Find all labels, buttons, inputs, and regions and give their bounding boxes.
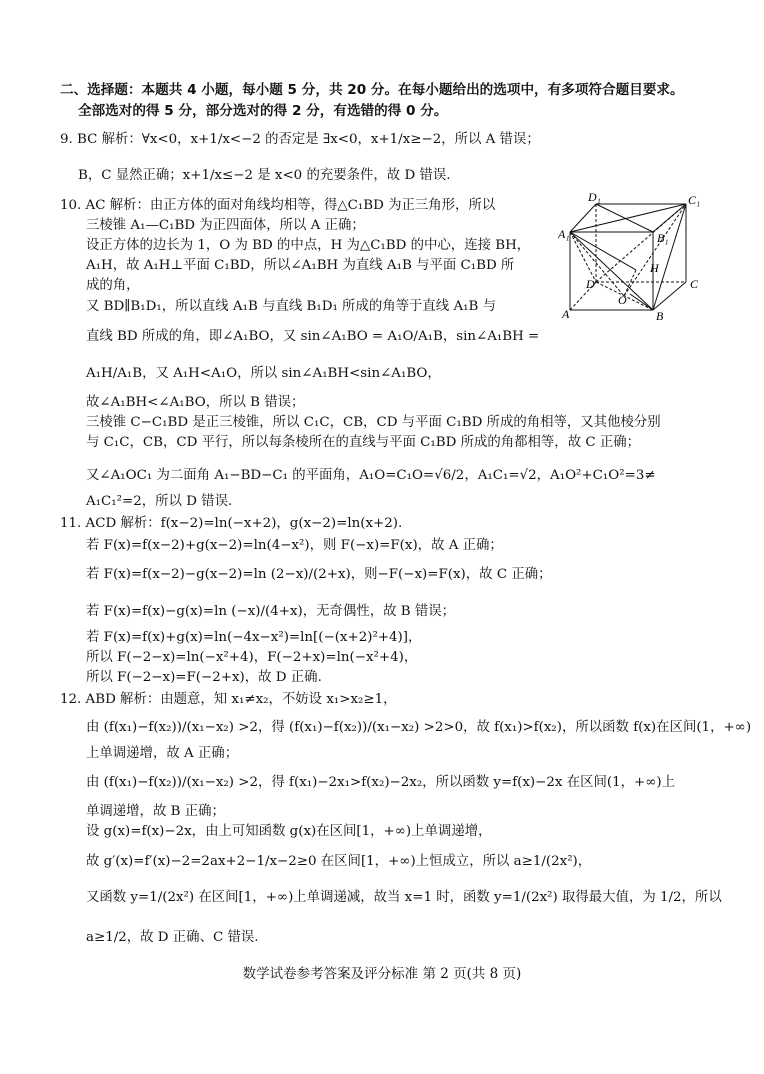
page-footer: 数学试卷参考答案及评分标准 第 2 页(共 8 页) — [242, 966, 522, 982]
q10-line: 三棱锥 A₁—C₁BD 为正四面体，所以 A 正确； — [86, 218, 365, 233]
q9-line: 9. BC 解析：∀x<0，x+1/x<−2 的否定是 ∃x<0，x+1/x≥−2，所以 A 错误； — [60, 132, 540, 147]
label-b: B — [656, 309, 664, 322]
q10-line: A₁C₁²=2，所以 D 错误. — [86, 494, 233, 509]
q12-line: 由 (f(x₁)−f(x₂))/(x₁−x₂) >2，得 f(x₁)−2x₁>f(x₂)−2x₂，所以函数 y=f(x)−2x 在区间(1，+∞)上 — [86, 775, 675, 790]
q10-line: 三棱锥 C−C₁BD 是正三棱锥，所以 C₁C，CB，CD 与平面 C₁BD 所成的角相等，又其他棱分别 — [86, 415, 661, 430]
label-a: A — [562, 307, 570, 321]
label-d: D — [586, 277, 595, 291]
q10-line: 直线 BD 所成的角，即∠A₁BO，又 sin∠A₁BO = A₁O/A₁B，sin∠A₁BH = — [86, 329, 540, 344]
q11-line: 11. ACD 解析：f(x−2)=ln(−x+2)，g(x−2)=ln(x+2). — [60, 516, 403, 531]
section-header-line-1: 二、选择题：本题共 4 小题，每小题 5 分，共 20 分。在每小题给出的选项中，有多项符合题目要求。 — [60, 82, 684, 98]
q12-line: 上单调递增，故 A 正确； — [86, 746, 239, 761]
q12-line: 由 (f(x₁)−f(x₂))/(x₁−x₂) >2，得 (f(x₁)−f(x₂))/(x₁−x₂) >2>0，故 f(x₁)>f(x₂)，所以函数 f(x)在区间(1，+∞) — [86, 720, 752, 735]
label-a1: A₁ — [558, 227, 570, 241]
q12-line: 设 g(x)=f(x)−2x，由上可知函数 g(x)在区间[1，+∞)上单调递增， — [86, 824, 492, 839]
label-b1: B₁ — [657, 231, 669, 245]
q12-line: a≥1/2，故 D 正确、C 错误. — [86, 930, 259, 945]
q11-line: 所以 F(−2−x)=F(−2+x)，故 D 正确. — [86, 670, 322, 685]
label-o: O — [618, 293, 627, 307]
q12-line: 单调递增，故 B 正确； — [86, 804, 225, 819]
q11-line: 若 F(x)=f(x)−g(x)=ln (−x)/(4+x)，无奇偶性，故 B 错误； — [86, 604, 456, 619]
q10-line: 10. AC 解析：由正方体的面对角线均相等，得△C₁BD 为正三角形，所以 — [60, 198, 496, 213]
q10-line: 又∠A₁OC₁ 为二面角 A₁−BD−C₁ 的平面角，A₁O=C₁O=√6/2，A₁C₁=√2，A₁O²+C₁O²=3≠ — [86, 468, 656, 483]
q11-line: 所以 F(−2−x)=ln(−x²+4)，F(−2+x)=ln(−x²+4)， — [86, 650, 418, 665]
q10-line: 与 C₁C，CB，CD 平行，所以每条棱所在的直线与平面 C₁BD 所成的角都相等，故 C 正确； — [86, 435, 641, 450]
q11-line: 若 F(x)=f(x−2)−g(x−2)=ln (2−x)/(2+x)，则−F(−x)=F(x)，故 C 正确； — [86, 567, 552, 582]
q10-line: 成的角， — [86, 278, 140, 293]
q12-line: 12. ABD 解析：由题意，知 x₁≠x₂，不妨设 x₁>x₂≥1， — [60, 692, 397, 707]
label-c1: C₁ — [688, 193, 701, 207]
q10-line: A₁H，故 A₁H⊥平面 C₁BD，所以∠A₁BH 为直线 A₁B 与平面 C₁BD 所 — [86, 258, 515, 273]
q10-line: 设正方体的边长为 1，O 为 BD 的中点，H 为△C₁BD 的中心，连接 BH， — [86, 238, 531, 253]
label-d1: D₁ — [588, 192, 601, 204]
cube-figure — [558, 192, 708, 322]
q12-line: 又函数 y=1/(2x²) 在区间[1，+∞)上单调递减，故当 x=1 时，函数 y=1/(2x²) 取得最大值，为 1/2，所以 — [86, 890, 722, 905]
q10-line: 又 BD∥B₁D₁，所以直线 A₁B 与直线 B₁D₁ 所成的角等于直线 A₁B 与 — [86, 299, 496, 314]
q9-line: B，C 显然正确；x+1/x≤−2 是 x<0 的充要条件，故 D 错误. — [78, 168, 451, 183]
label-c: C — [690, 277, 699, 291]
q10-line: 故∠A₁BH<∠A₁BO，所以 B 错误； — [86, 395, 305, 410]
q11-line: 若 F(x)=f(x−2)+g(x−2)=ln(4−x²)，则 F(−x)=F(x)，故 A 正确； — [86, 538, 503, 553]
label-h: H — [650, 261, 659, 275]
q10-line: A₁H/A₁B，又 A₁H<A₁O，所以 sin∠A₁BH<sin∠A₁BO， — [86, 366, 441, 381]
section-header-line-2: 全部选对的得 5 分，部分选对的得 2 分，有选错的得 0 分。 — [78, 103, 448, 119]
q11-line: 若 F(x)=f(x)+g(x)=ln(−4x−x²)=ln[(−(x+2)²+4)]， — [86, 630, 422, 645]
q12-line: 故 g′(x)=f′(x)−2=2ax+2−1/x−2≥0 在区间[1，+∞)上恒成立，所以 a≥1/(2x²)， — [86, 854, 592, 869]
